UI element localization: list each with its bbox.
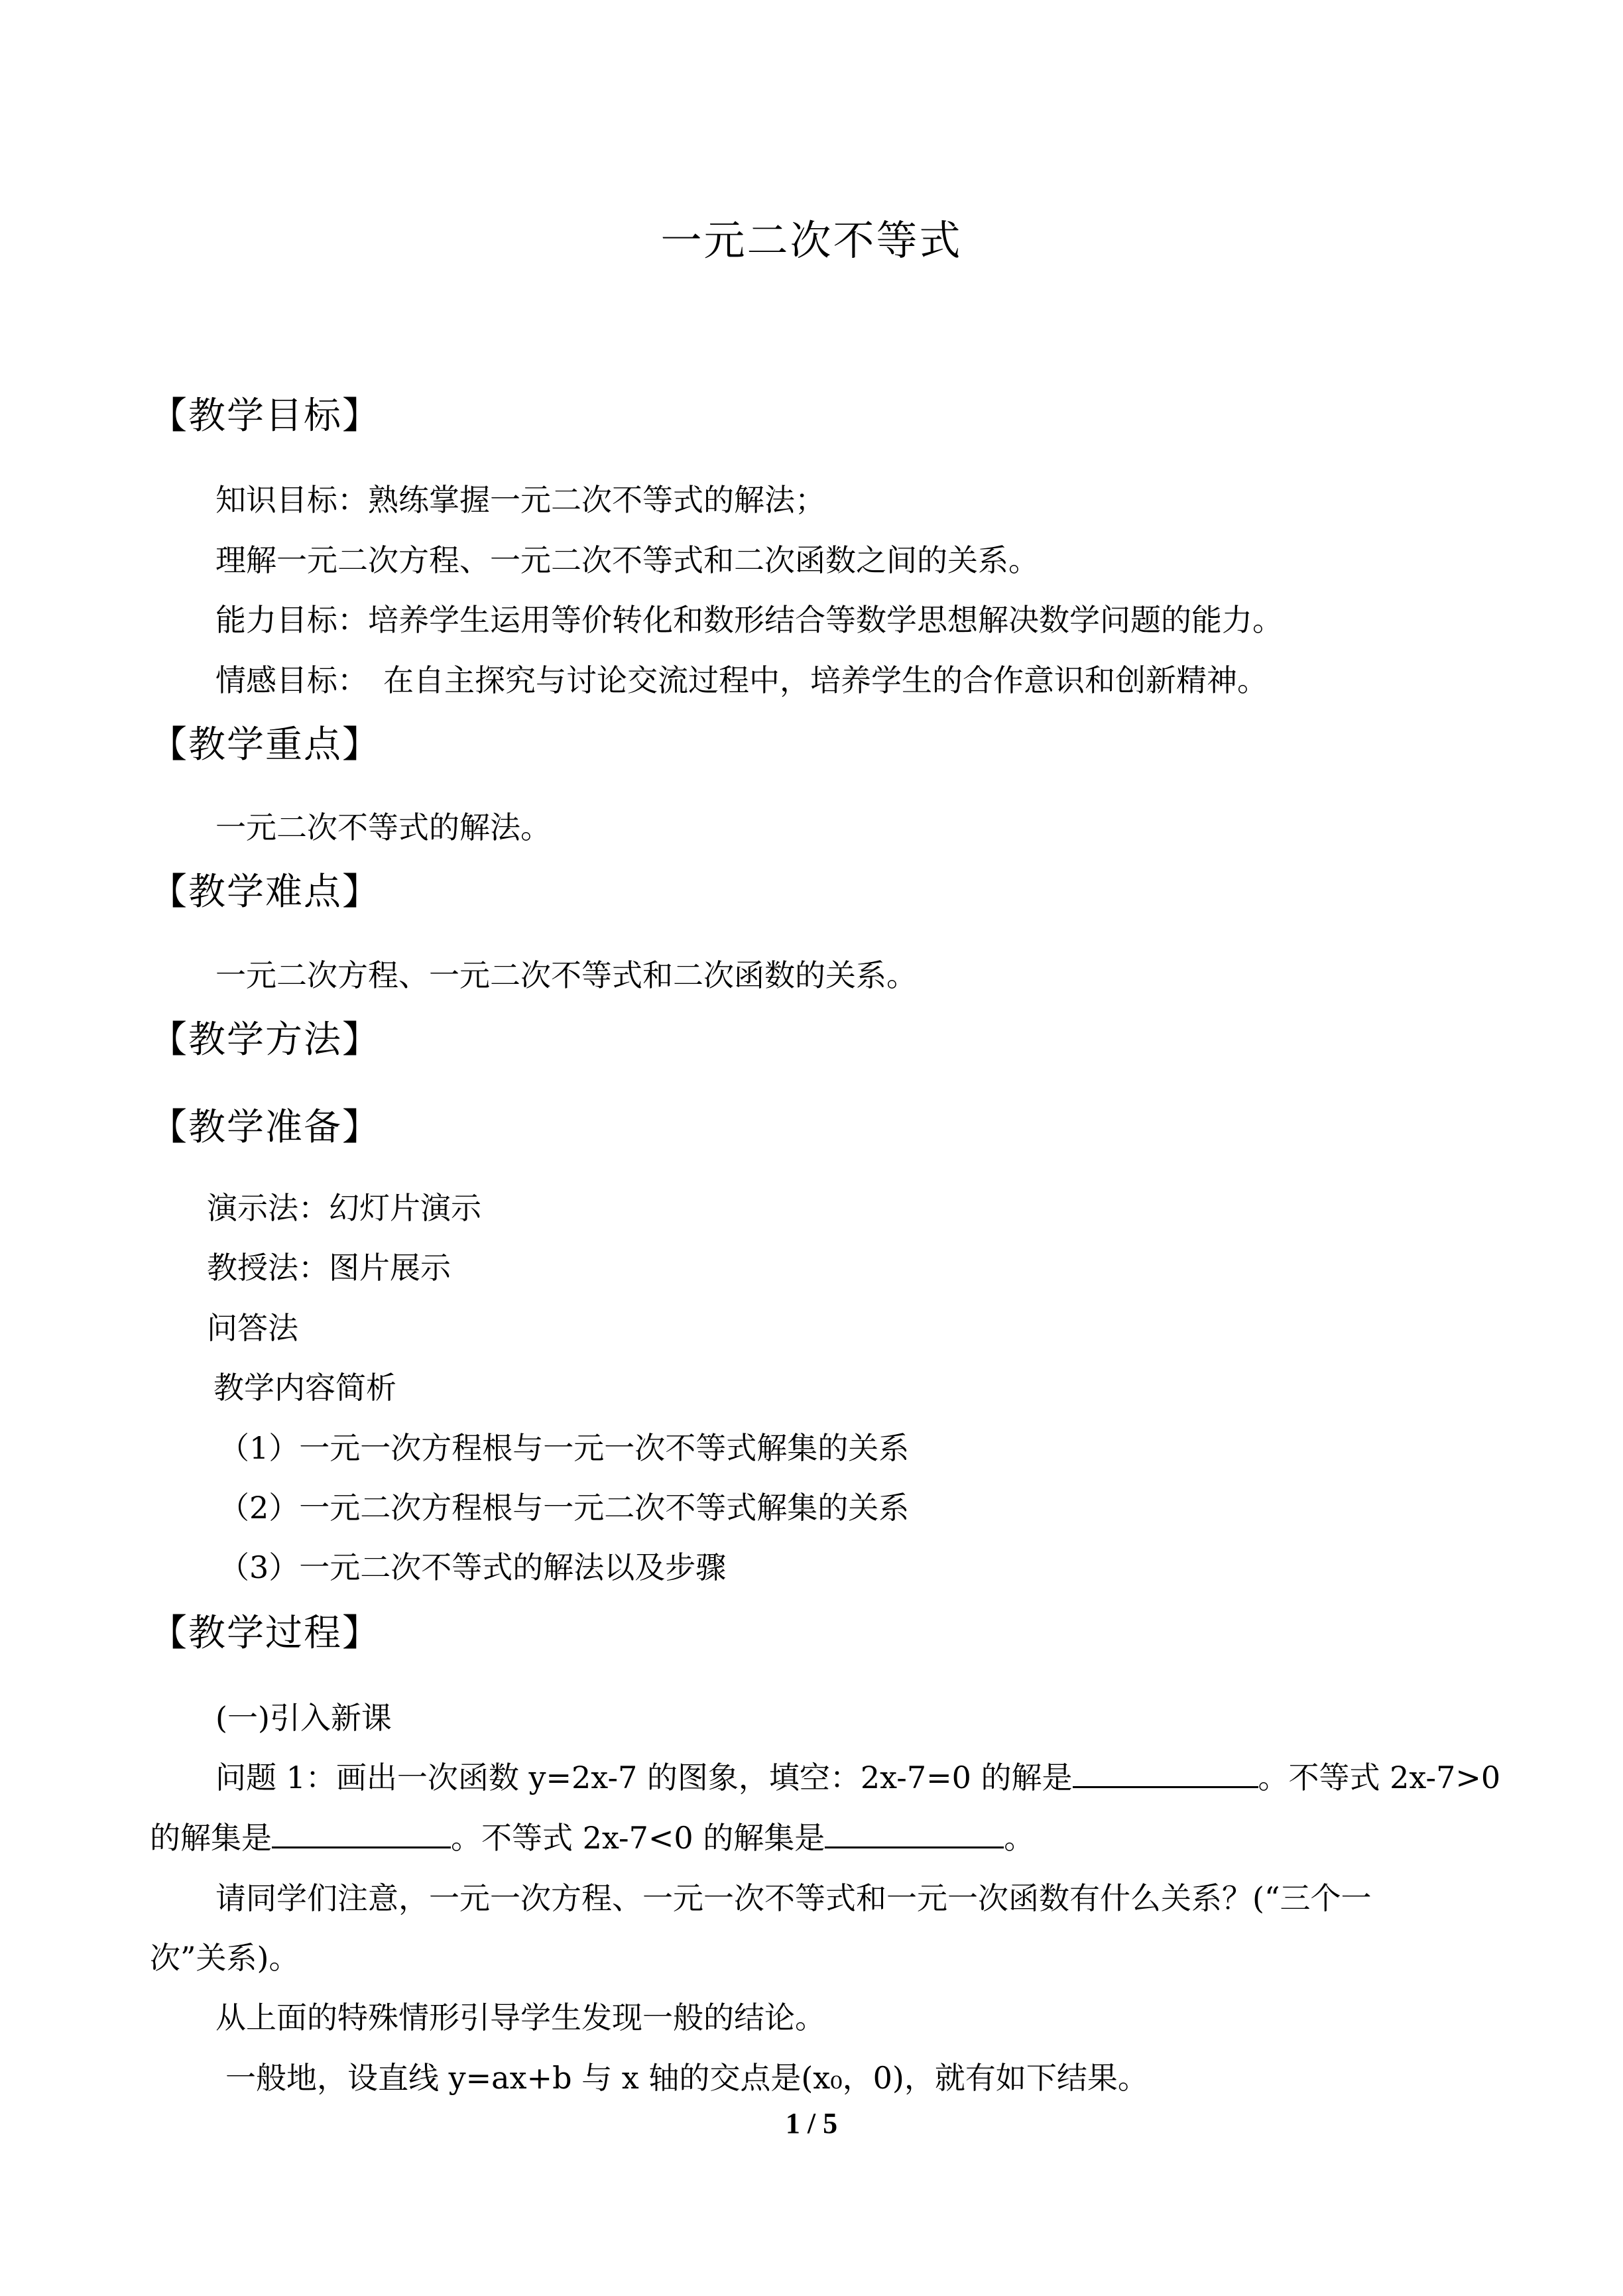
answer-blank-1[interactable] [1073,1756,1258,1788]
answer-blank-2[interactable] [272,1816,451,1848]
heading-difficulties: 【教学难点】 [150,871,381,914]
note-line-1: 请同学们注意，一元一次方程、一元一次不等式和一元一次函数有什么关系？(“三个一 [215,1880,1372,1916]
heading-teaching-goals: 【教学目标】 [150,394,381,438]
goal-line-understanding: 理解一元二次方程、一元二次不等式和二次函数之间的关系。 [215,542,1039,578]
prep-line-item-2: （2）一元二次方程根与一元二次不等式解集的关系 [219,1490,910,1526]
question-1-line-1 [215,1756,1500,1799]
heading-teaching-methods: 【教学方法】 [150,1018,381,1061]
question-1-text-d: 。不等式 2x-7<0 的解集是 [451,1820,825,1856]
prep-line-item-3: （3）一元二次不等式的解法以及步骤 [219,1549,727,1585]
answer-blank-3[interactable] [825,1816,1004,1848]
question-1-text-a: 问题 1：画出一次函数 y=2x-7 的图象，填空：2x-7=0 的解是 [215,1760,1073,1795]
document-title: 一元二次不等式 [660,216,963,265]
goal-line-emotion: 情感目标： 在自主探究与讨论交流过程中，培养学生的合作意识和创新精神。 [215,662,1268,698]
question-1-text-c: 的解集是 [150,1820,272,1856]
prep-line-qa: 问答法 [207,1310,298,1346]
heading-key-points: 【教学重点】 [150,723,381,766]
process-intro: (一)引入新课 [215,1700,392,1736]
key-point-line: 一元二次不等式的解法。 [215,810,551,845]
question-1-text-e: 。 [1004,1820,1035,1856]
prep-line-demo: 演示法：幻灯片演示 [207,1190,481,1226]
difficulty-line: 一元二次方程、一元二次不等式和二次函数的关系。 [215,957,917,993]
goal-line-ability: 能力目标：培养学生运用等价转化和数形结合等数学思想解决数学问题的能力。 [215,602,1283,638]
heading-teaching-process: 【教学过程】 [150,1612,381,1655]
prep-line-item-1: （1）一元一次方程根与一元一次不等式解集的关系 [219,1430,910,1466]
goal-line-knowledge: 知识目标：熟练掌握一元二次不等式的解法； [215,482,825,518]
prep-line-content-analysis: 教学内容简析 [213,1370,396,1406]
general-conclusion-line: 从上面的特殊情形引导学生发现一般的结论。 [215,2000,825,2035]
page-number: 1 / 5 [785,2107,838,2140]
general-result-line: 一般地，设直线 y=ax+b 与 x 轴的交点是(x₀，0)，就有如下结果。 [225,2060,1148,2096]
prep-line-lecture: 教授法：图片展示 [207,1250,451,1286]
heading-preparation: 【教学准备】 [150,1106,381,1149]
question-1-line-2 [150,1816,1034,1860]
question-1-text-b: 。不等式 2x-7>0 [1258,1760,1501,1795]
note-line-2: 次”关系)。 [150,1940,300,1976]
